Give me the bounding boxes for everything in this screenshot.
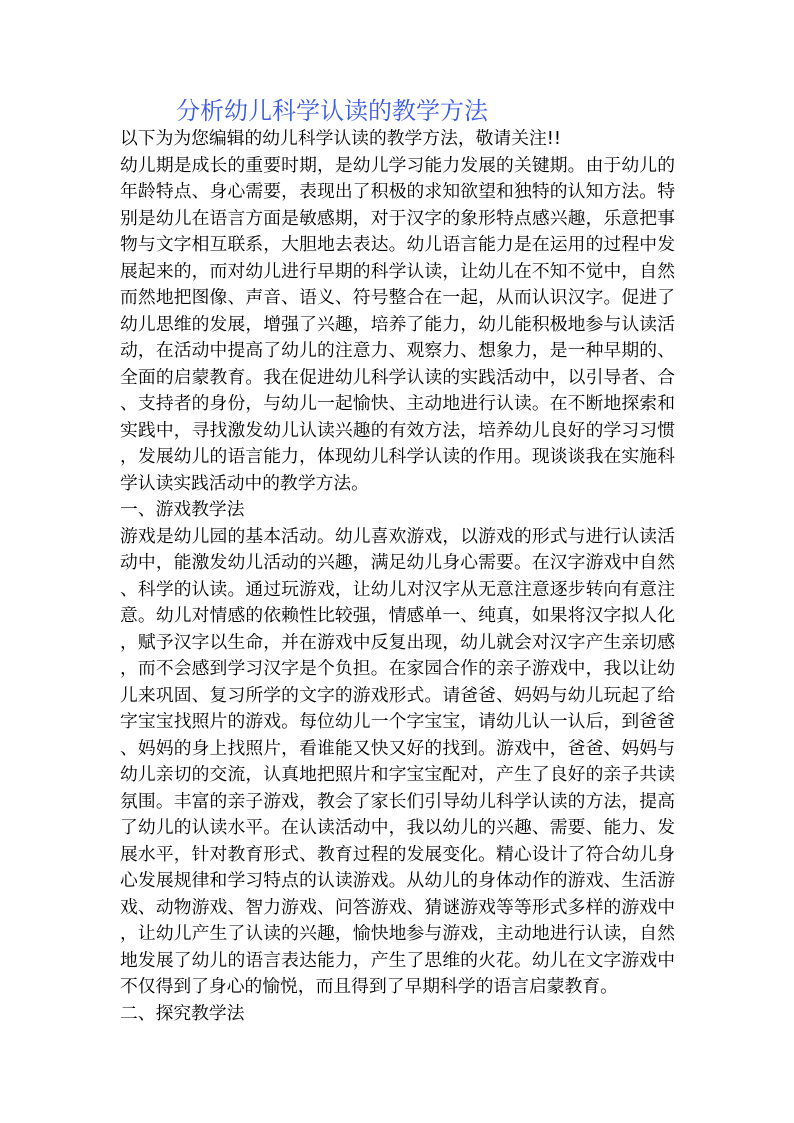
paragraph-1: 幼儿期是成长的重要时期，是幼儿学习能力发展的关键期。由于幼儿的年龄特点、身心需要，表现出了积极的求知欲望和独特的认知方法。特别是幼儿在语言方面是敏感期，对于汉字的象形特点感兴趣，乐意把事物与文字相互联系，大胆地去表达。幼儿语言能力是在运用的过程中发展起来的，而对幼儿进行早期的科学认读，让幼儿在不知不觉中，自然而然地把图像、声音、语义、符号整合在一起，从而认识汉字。促进了幼儿思维的发展，增强了兴趣，培养了能力，幼儿能积极地参与认读活动，在活动中提高了幼儿的注意力、观察力、想象力，是一种早期的、全面的启蒙教育。我在促进幼儿科学认读的实践活动中，以引导者、合、支持者的身份，与幼儿一起愉快、主动地进行认读。在不断地探索和实践中，寻找激发幼儿认读兴趣的有效方法，培养幼儿良好的学习习惯，发展幼儿的语言能力，体现幼儿科学认读的作用。现谈谈我在实施科学认读实践活动中的教学方法。	[120, 154, 675, 494]
section-heading-2: 二、探究教学法	[120, 1002, 245, 1024]
document-body	[120, 126, 675, 1027]
section-heading-1: 一、游戏教学法	[120, 499, 245, 520]
intro-line: 以下为为您编辑的幼儿科学认读的教学方法，敬请关注!!	[120, 128, 562, 149]
paragraph-2: 游戏是幼儿园的基本活动。幼儿喜欢游戏，以游戏的形式与进行认读活动中，能激发幼儿活动的兴趣，满足幼儿身心需要。在汉字游戏中自然、科学的认读。通过玩游戏，让幼儿对汉字从无意注意逐步转向有意注意。幼儿对情感的依赖性比较强，情感单一、纯真，如果将汉字拟人化，赋予汉字以生命，并在游戏中反复出现，幼儿就会对汉字产生亲切感，而不会感到学习汉字是个负担。在家园合作的亲子游戏中，我以让幼儿来巩固、复习所学的文字的游戏形式。请爸爸、妈妈与幼儿玩起了给字宝宝找照片的游戏。每位幼儿一个字宝宝，请幼儿认一认后，到爸爸、妈妈的身上找照片，看谁能又快又好的找到。游戏中，爸爸、妈妈与幼儿亲切的交流，认真地把照片和字宝宝配对，产生了良好的亲子共读氛围。丰富的亲子游戏，教会了家长们引导幼儿科学认读的方法，提高了幼儿的认读水平。在认读活动中，我以幼儿的兴趣、需要、能力、发展水平，针对教育形式、教育过程的发展变化。精心设计了符合幼儿身心发展规律和学习特点的认读游戏。从幼儿的身体动作的游戏、生活游戏、动物游戏、智力游戏、问答游戏、猜谜游戏等等形式多样的游戏中，让幼儿产生了认读的兴趣，愉快地参与游戏，主动地进行认读，自然地发展了幼儿的语言表达能力，产生了思维的火花。幼儿在文字游戏中不仅得到了身心的愉悦，而且得到了早期科学的语言启蒙教育。	[120, 525, 675, 997]
document-title: 分析幼儿科学认读的教学方法	[176, 97, 488, 125]
